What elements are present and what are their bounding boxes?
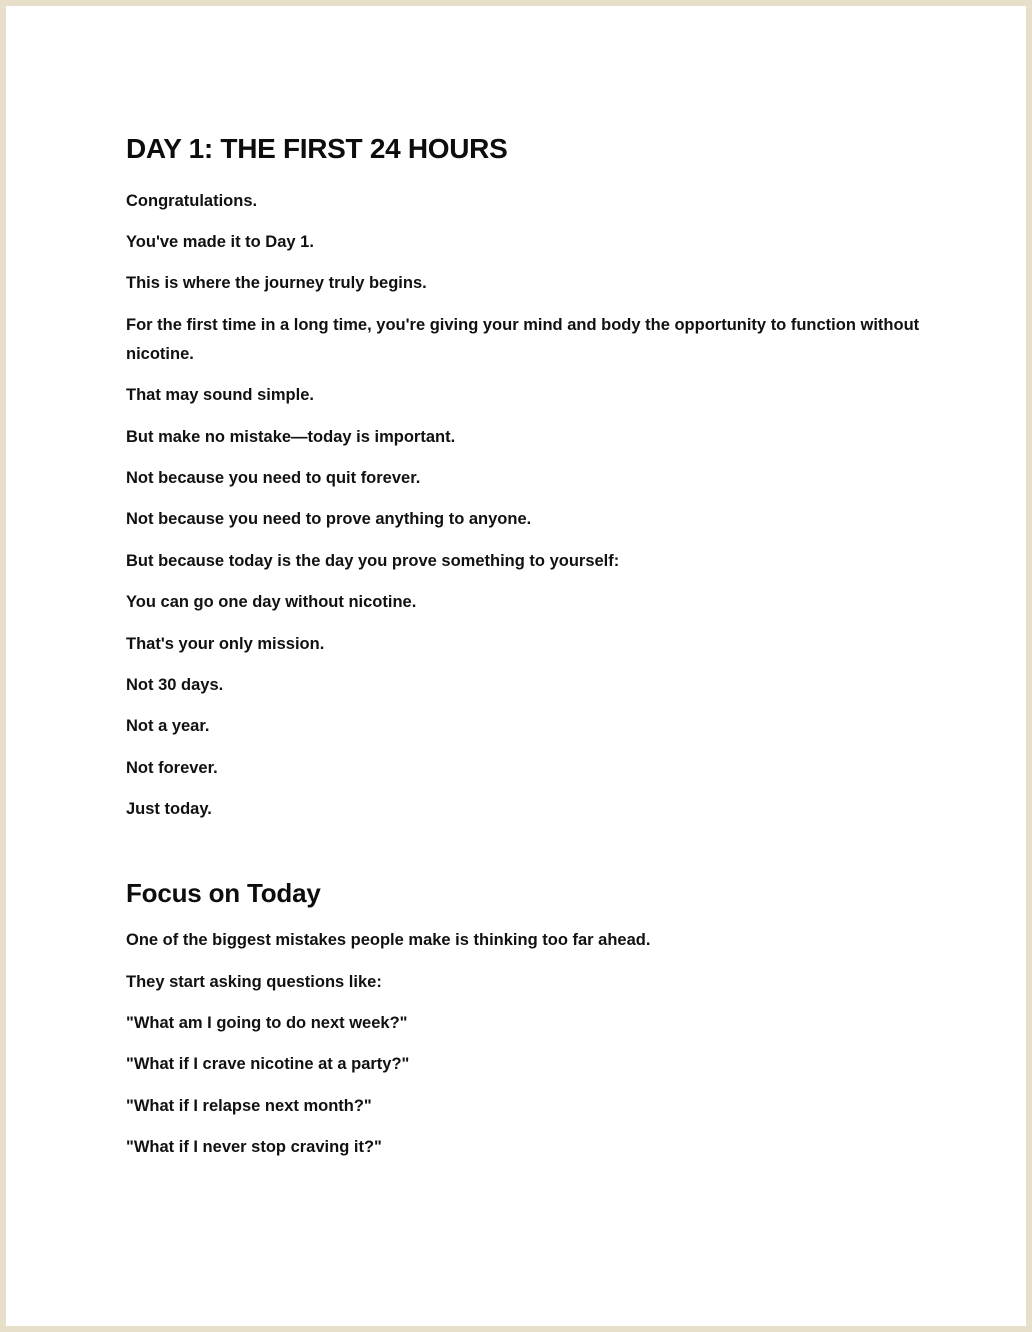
paragraph: "What if I never stop craving it?"	[126, 1138, 382, 1157]
paragraph: For the first time in a long time, you're giving your mind and body the opportunity to function without nicotine.	[126, 315, 920, 363]
paragraph: Not forever.	[126, 758, 218, 777]
paragraph: Not because you need to prove anything to anyone.	[126, 510, 532, 529]
paragraph: "What am I going to do next week?"	[126, 1014, 408, 1033]
paragraph: Just today.	[126, 800, 212, 819]
paragraph: "What if I relapse next month?"	[126, 1096, 372, 1115]
paragraph: But because today is the day you prove something to yourself:	[126, 551, 620, 570]
paragraph: Not a year.	[126, 717, 210, 736]
paragraph: One of the biggest mistakes people make is thinking too far ahead.	[126, 931, 651, 950]
paragraph: That may sound simple.	[126, 386, 314, 405]
paragraph: You can go one day without nicotine.	[126, 593, 417, 612]
paragraph: But make no mistake—today is important.	[126, 427, 456, 446]
paragraph: This is where the journey truly begins.	[126, 274, 427, 293]
paragraph: Not because you need to quit forever.	[126, 468, 421, 487]
chapter-heading: DAY 1: THE FIRST 24 HOURS	[126, 133, 508, 164]
paragraph: "What if I crave nicotine at a party?"	[126, 1055, 410, 1074]
paragraph: Not 30 days.	[126, 675, 224, 694]
document-content	[126, 132, 926, 1175]
document-page	[6, 6, 1026, 1326]
paragraph: They start asking questions like:	[126, 972, 382, 991]
section-heading: Focus on Today	[126, 878, 321, 909]
paragraph: You've made it to Day 1.	[126, 232, 314, 251]
paragraph: Congratulations.	[126, 191, 258, 210]
paragraph: That's your only mission.	[126, 634, 325, 653]
